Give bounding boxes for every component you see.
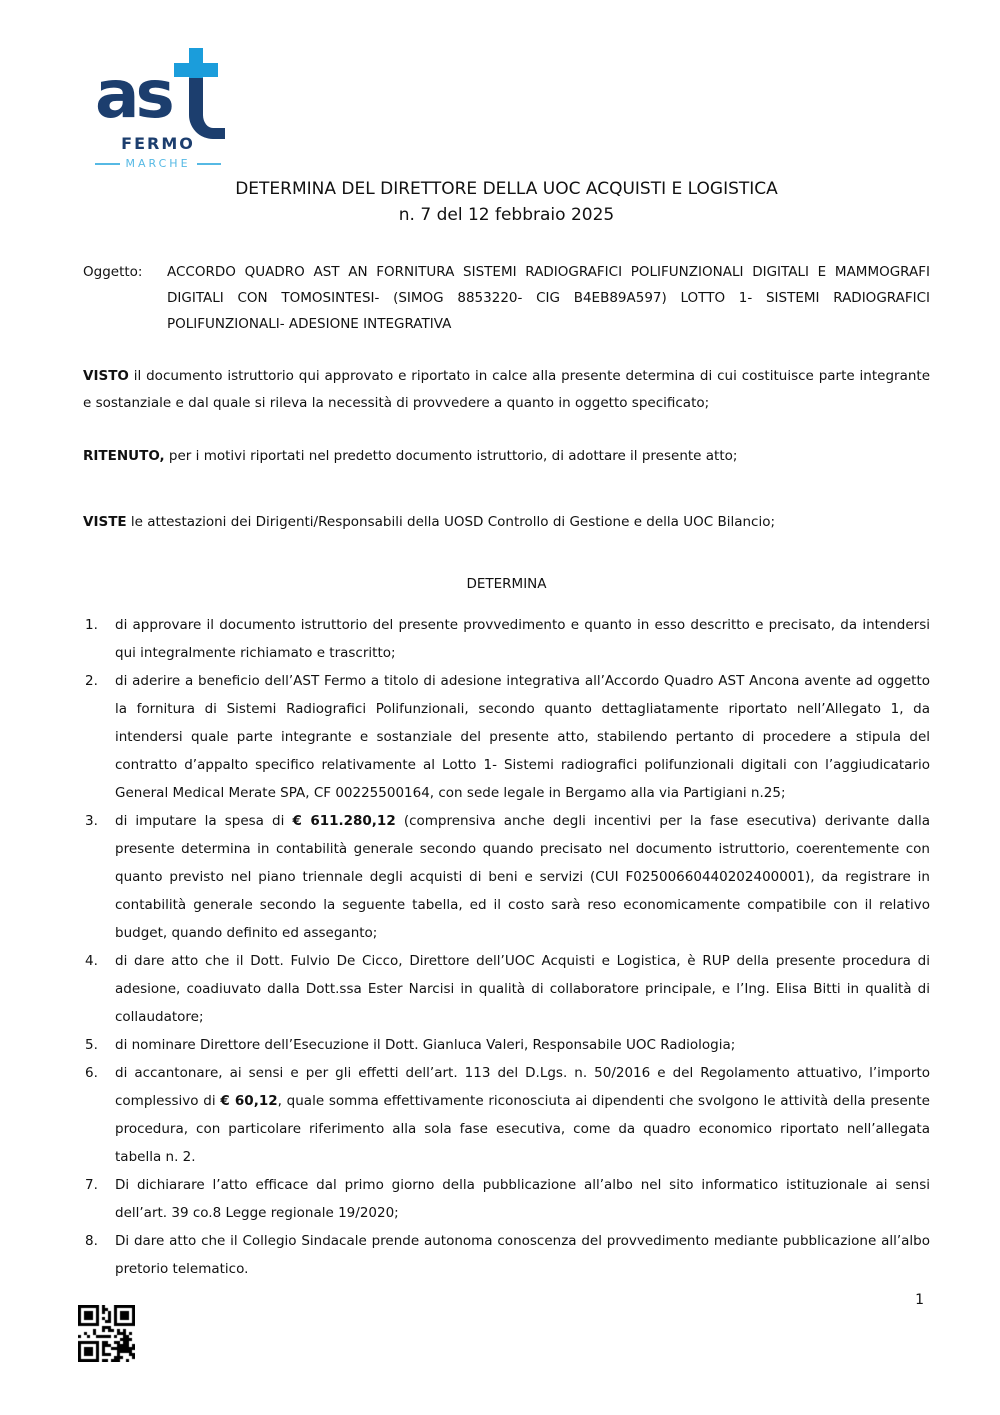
subject-block [83, 259, 930, 337]
recital-viste [83, 509, 930, 536]
list-item-text [115, 611, 930, 667]
recital-lead: RITENUTO, [83, 448, 165, 464]
t-hook-shape [189, 78, 225, 139]
list-item-text [115, 1171, 930, 1227]
determina-heading: DETERMINA [466, 576, 547, 592]
divider-line [95, 163, 120, 165]
determination-list [83, 611, 930, 1283]
list-item-number: 1. [85, 617, 98, 633]
list-item-text [115, 1227, 930, 1283]
logo-subregion-row [95, 157, 221, 170]
page-number: 1 [915, 1292, 924, 1308]
text-segment: di aderire a beneficio dell’AST Fermo a titolo di adesione integrativa all’Accordo Quadro AST Ancona avente ad oggetto la fornitura di Sistemi Radiografici Polifunzionali, secondo quanto dettagliatamente riportato nell’Allegato 1, da intendersi quale parte integrante e sostanziale del presente atto, stabilendo pertanto di procedere a stipula del contratto d’appalto specifico relativamente al Lotto 1- Sistemi radiografici polifunzionali digitali con l’aggiudicatario General Medical Merate SPA, CF 00225500164, con sede legale in Bergamo alla via Partigiani n.25; [115, 673, 930, 801]
text-segment: Di dare atto che il Collegio Sindacale prende autonoma conoscenza del provvedimento mediante pubblicazione all’albo pretorio telematico. [115, 1233, 930, 1277]
list-item-number: 7. [85, 1177, 98, 1193]
recital-text: il documento istruttorio qui approvato e riportato in calce alla presente determina di cui costituisce parte integrante e sostanziale e dal quale si rileva la necessità di provvedere a quanto in oggetto specificato; [83, 368, 930, 411]
list-item-number: 2. [85, 673, 98, 689]
list-item-text [115, 1059, 930, 1171]
list-item [83, 1227, 930, 1283]
bold-segment: € 60,12 [220, 1093, 278, 1109]
list-item-text [115, 947, 930, 1031]
document-title [83, 176, 930, 228]
text-segment: , quale somma effettivamente riconosciuta ai dipendenti che svolgono le attività della presente procedura, con particolare riferimento alla sola fase esecutiva, come da quadro economico riportato nell’allegata tabella n. 2. [115, 1093, 930, 1165]
bold-segment: € 611.280,12 [292, 813, 396, 829]
subject-label: Oggetto: [83, 264, 143, 280]
list-item [83, 611, 930, 667]
plus-icon [174, 63, 218, 77]
recital-lead: VISTE [83, 514, 127, 530]
text-segment: di approvare il documento istruttorio del presente provvedimento e quanto in esso descritto e precisato, da intendersi qui integralmente richiamato e trascritto; [115, 617, 930, 661]
list-item-text [115, 1031, 930, 1059]
title-line-2: n. 7 del 12 febbraio 2025 [398, 205, 615, 225]
document-body [83, 176, 930, 1283]
list-item-number: 3. [85, 813, 98, 829]
subject-text: ACCORDO QUADRO AST AN FORNITURA SISTEMI RADIOGRAFICI POLIFUNZIONALI DIGITALI E MAMMOGRAFI DIGITALI CON TOMOSINTESI- (SIMOG 8853220- CIG B4EB89A597) LOTTO 1- SISTEMI RADIOGRAFICI POLIFUNZIONALI- ADESIONE INTEGRATIVA [167, 264, 930, 332]
recital-text: le attestazioni dei Dirigenti/Responsabili della UOSD Controllo di Gestione e della UOC Bilancio; [126, 514, 776, 530]
text-segment: di dare atto che il Dott. Fulvio De Cicco, Direttore dell’UOC Acquisti e Logistica, è RUP della presente procedura di adesione, coadiuvato dalla Dott.ssa Ester Narcisi in qualità di collaboratore principale, e l’Ing. Elisa Bitti in qualità di collaudatore; [115, 953, 930, 1025]
logo-region-label: FERMO [121, 134, 195, 153]
list-item [83, 807, 930, 947]
logo-subregion-label: MARCHE [125, 157, 191, 170]
text-segment: di imputare la spesa di [115, 813, 293, 829]
ast-logo-t-glyph [171, 48, 221, 130]
list-item-number: 6. [85, 1065, 98, 1081]
ast-wordmark [95, 48, 221, 133]
list-item [83, 1031, 930, 1059]
list-item-number: 8. [85, 1233, 98, 1249]
recital-text: per i motivi riportati nel predetto documento istruttorio, di adottare il presente atto; [164, 448, 738, 464]
text-segment: (comprensiva anche degli incentivi per la fase esecutiva) derivante dalla presente determina in contabilità generale secondo quando precisato nel documento istruttorio, coerentemente con quanto previsto nel piano triennale degli acquisti di beni e servizi (CUI F02500660440202400001), da registrare in contabilità generale secondo la seguente tabella, ed il costo sarà reso economicamente compatibile con il relativo budget, quando definito ed asseganto; [115, 813, 931, 941]
list-item [83, 1059, 930, 1171]
recital-visto [83, 363, 930, 417]
title-line-1: DETERMINA DEL DIRETTORE DELLA UOC ACQUISTI E LOGISTICA [235, 179, 778, 199]
text-segment: di accantonare, ai sensi e per gli effetti dell’art. 113 del D.Lgs. n. 50/2016 e del Regolamento attuativo, l’importo complessivo di [115, 1065, 930, 1109]
ast-wordmark-text: as [95, 56, 171, 133]
list-item [83, 947, 930, 1031]
divider-line [197, 163, 222, 165]
recital-lead: VISTO [83, 368, 129, 384]
list-item [83, 667, 930, 807]
list-item-text [115, 667, 930, 807]
list-item-number: 4. [85, 953, 98, 969]
list-item [83, 1171, 930, 1227]
text-segment: di nominare Direttore dell’Esecuzione il Dott. Gianluca Valeri, Responsabile UOC Radiologia; [115, 1037, 736, 1053]
recital-ritenuto [83, 443, 930, 470]
list-item-text [115, 807, 930, 947]
list-item-number: 5. [85, 1037, 98, 1053]
qr-code [78, 1305, 135, 1362]
ast-fermo-logo [95, 48, 221, 170]
text-segment: Di dichiarare l’atto efficace dal primo giorno della pubblicazione all’albo nel sito informatico istituzionale ai sensi dell’art. 39 co.8 Legge regionale 19/2020; [115, 1177, 930, 1221]
